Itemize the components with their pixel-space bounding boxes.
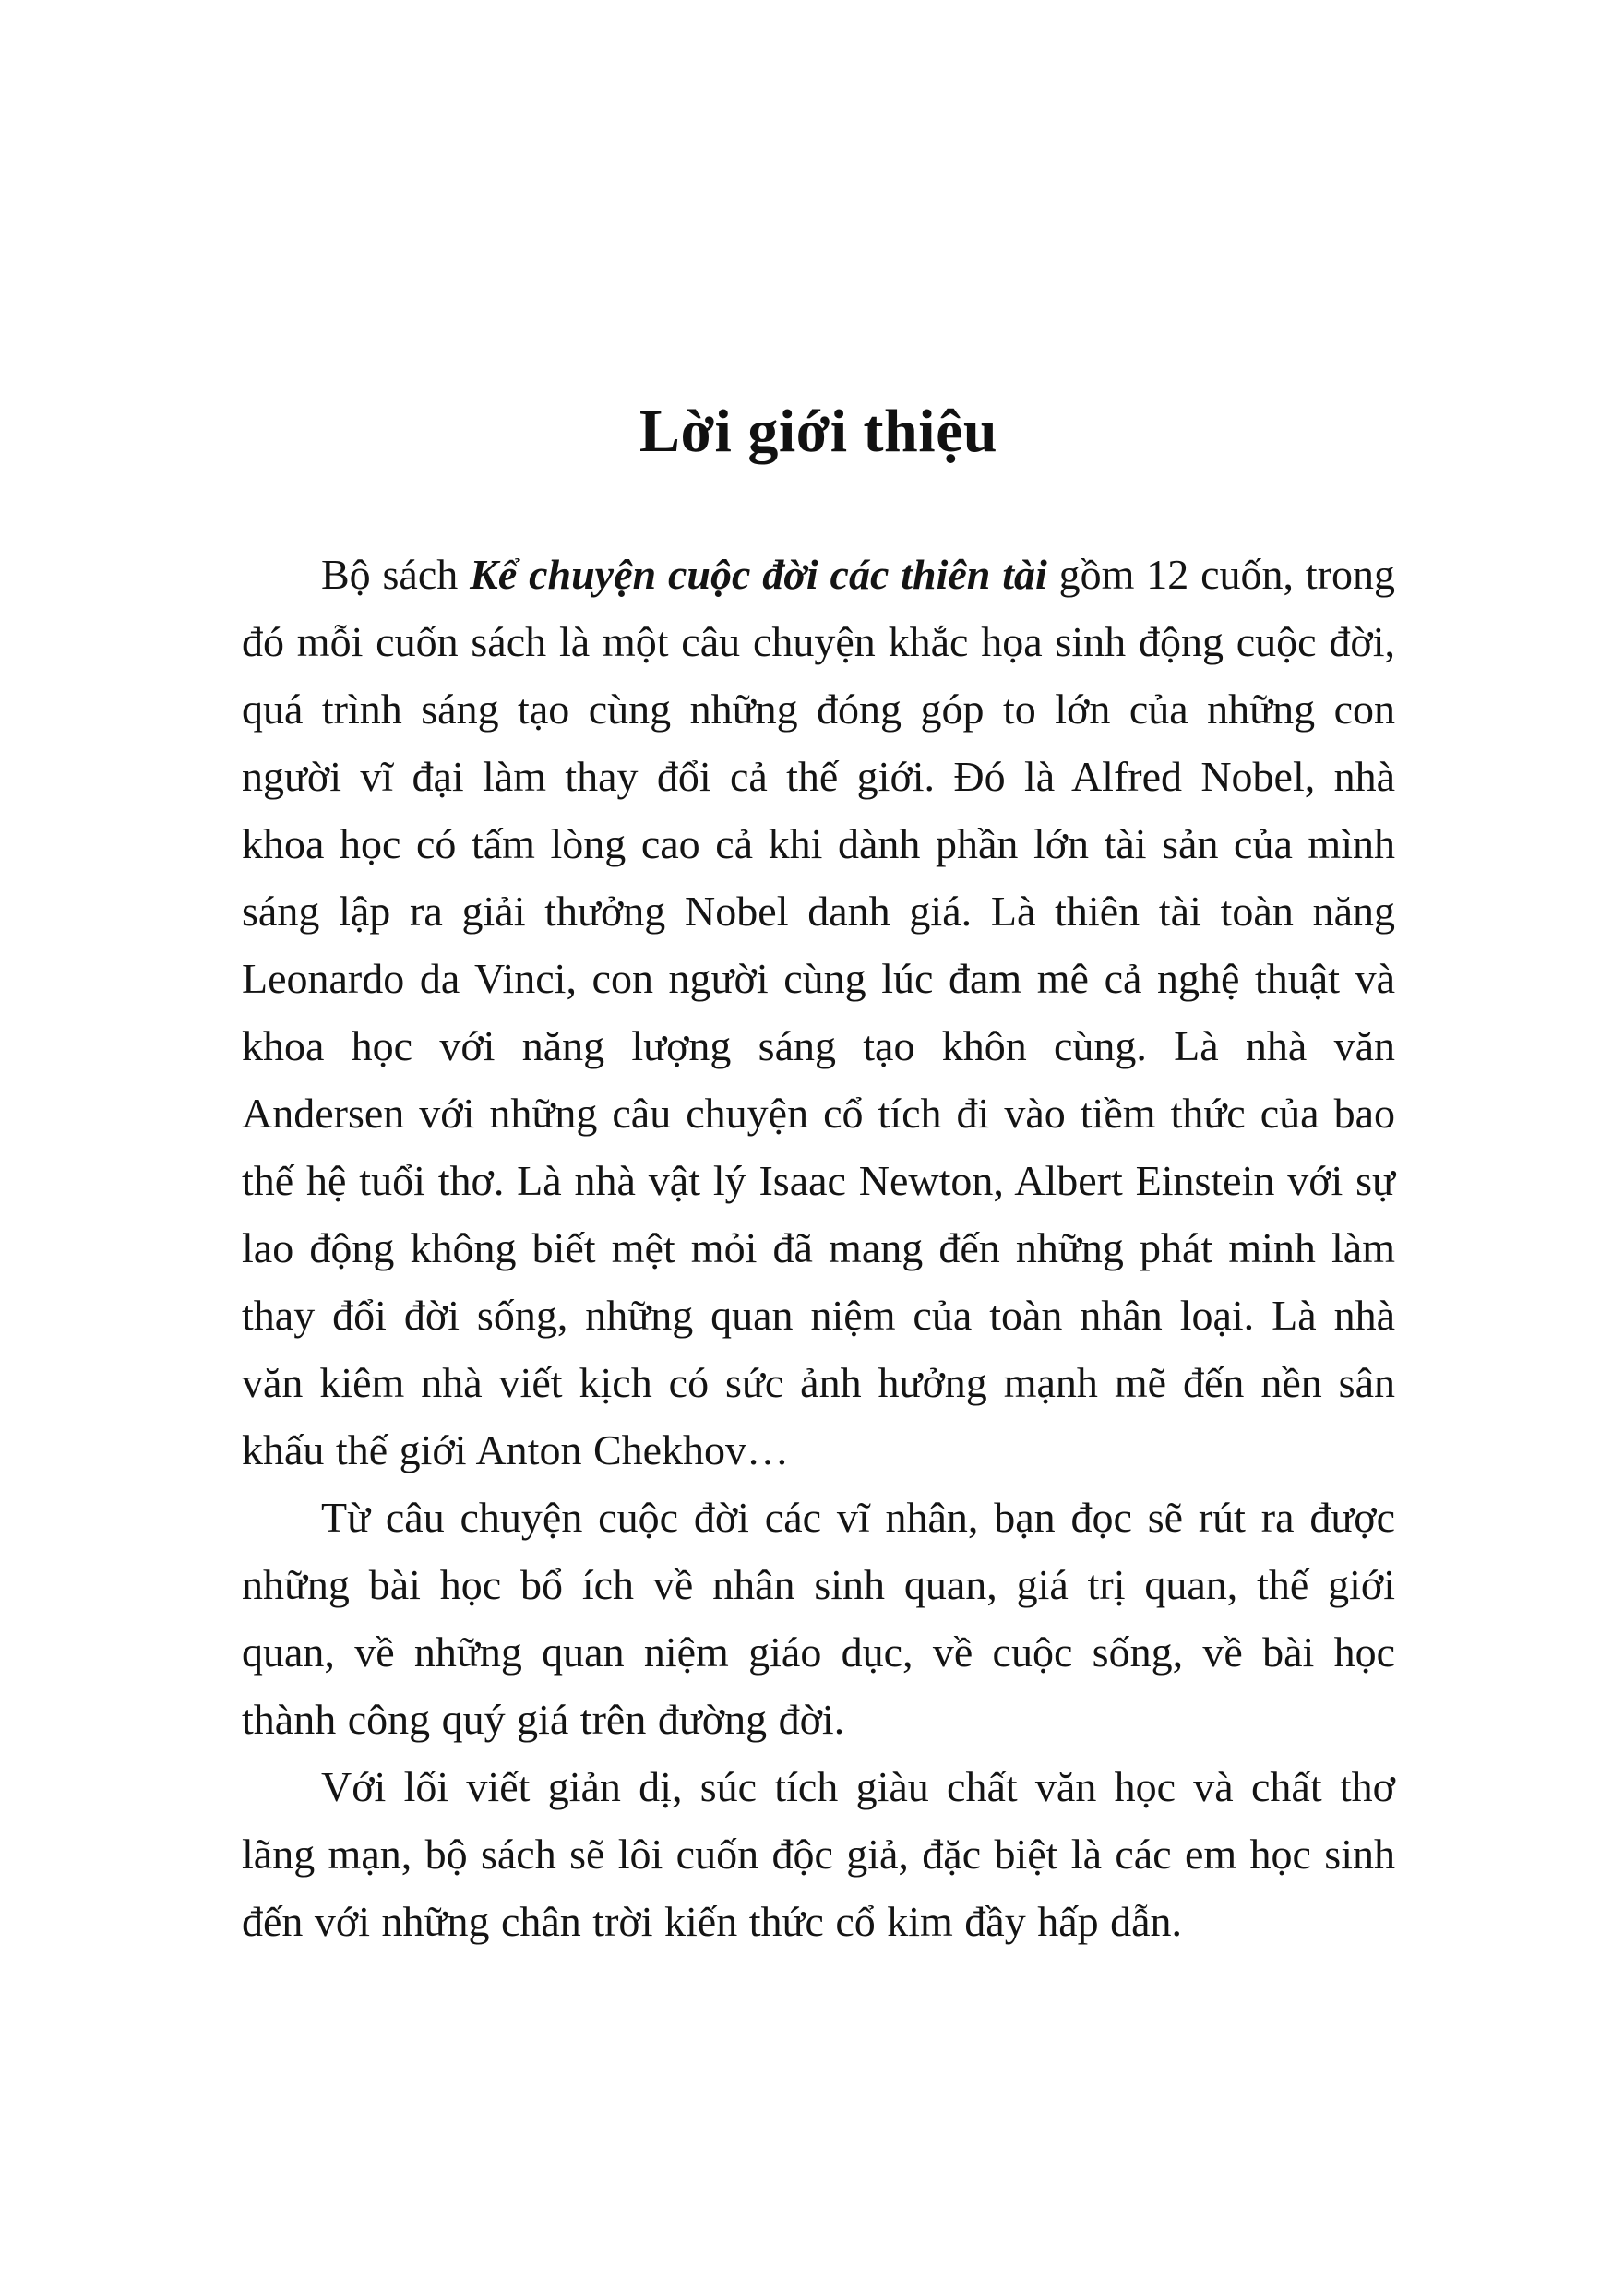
paragraph-text: Bộ sách (321, 551, 471, 598)
paragraph (242, 541, 1395, 1484)
paragraph-text: gồm 12 cuốn, trong đó mỗi cuốn sách là một câu chuyện khắc họa sinh động cuộc đời, quá trình sáng tạo cùng những đóng góp to lớn của những con người vĩ đại làm thay đổi cả thế giới. Đó là Alfred Nobel, nhà khoa học có tấm lòng cao cả khi dành phần lớn tài sản của mình sáng lập ra giải thưởng Nobel danh giá. Là thiên tài toàn năng Leonardo da Vinci, con người cùng lúc đam mê cả nghệ thuật và khoa học với năng lượng sáng tạo khôn cùng. Là nhà văn Andersen với những câu chuyện cổ tích đi vào tiềm thức của bao thế hệ tuổi thơ. Là nhà vật lý Isaac Newton, Albert Einstein với sự lao động không biết mệt mỏi đã mang đến những phát minh làm thay đổi đời sống, những quan niệm của toàn nhân loại. Là nhà văn kiêm nhà viết kịch có sức ảnh hưởng mạnh mẽ đến nền sân khấu thế giới Anton Chekhov… (242, 551, 1396, 1473)
text-column (242, 397, 1395, 1955)
series-title-emphasis: Kể chuyện cuộc đời các thiên tài (470, 551, 1047, 598)
paragraph-text: Với lối viết giản dị, súc tích giàu chất văn học và chất thơ lãng mạn, bộ sách sẽ lôi cuốn độc giả, đặc biệt là các em học sinh đến với những chân trời kiến thức cổ kim đầy hấp dẫn. (242, 1763, 1395, 1945)
paragraph-text: Từ câu chuyện cuộc đời các vĩ nhân, bạn đọc sẽ rút ra được những bài học bổ ích về nhân sinh quan, giá trị quan, thế giới quan, về những quan niệm giáo dục, về cuộc sống, về bài học thành công quý giá trên đường đời. (242, 1494, 1395, 1743)
page-title: Lời giới thiệu (639, 398, 998, 465)
paragraph (242, 1484, 1395, 1753)
page-body (242, 541, 1395, 1955)
paragraph (242, 1753, 1395, 1955)
